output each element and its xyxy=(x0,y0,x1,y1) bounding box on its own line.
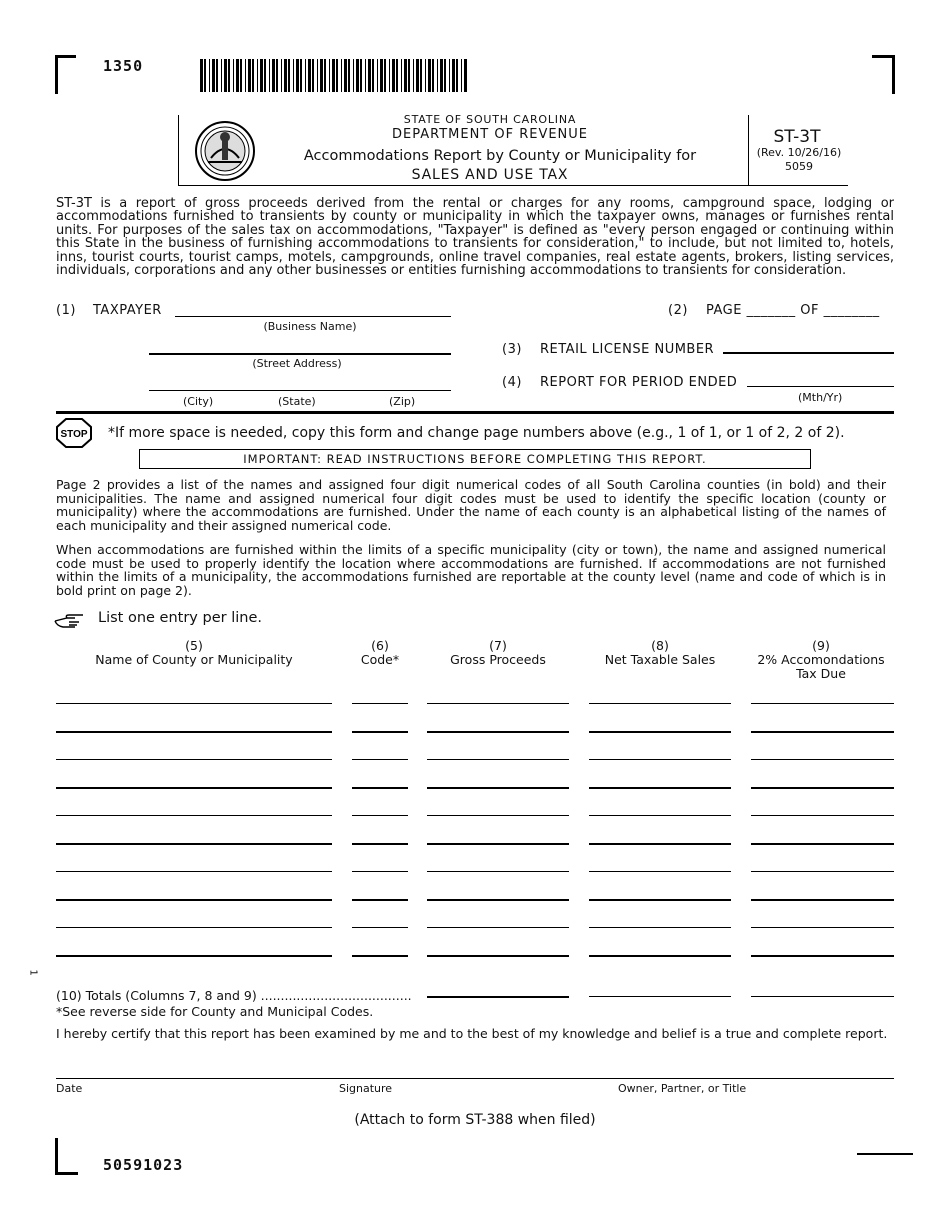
barcode-bar xyxy=(428,59,431,92)
entry-tax-due-input[interactable] xyxy=(751,815,894,816)
col-9-label: 2% Accomondations xyxy=(757,652,885,667)
page-of-field[interactable]: PAGE _______ OF ________ xyxy=(706,303,880,318)
pointing-hand-icon xyxy=(53,612,85,630)
barcode-bar xyxy=(300,59,302,92)
barcode-bar xyxy=(224,59,227,92)
paragraph-codes: Page 2 provides a list of the names and assigned four digit numerical codes of all South Carolina counties (in bold) and their municipalities. The name and assigned numerical four digit codes must be used to identify the specific location (county or municipality) where the accommodations are furnished. Under the name of each county is an alphabetical listing of the names of each municipality and their assigned numerical code. xyxy=(56,477,886,533)
stop-sign-icon xyxy=(56,418,92,448)
barcode-bar xyxy=(432,59,434,92)
entry-code-input[interactable] xyxy=(352,787,408,789)
barcode-bar xyxy=(456,59,458,92)
barcode-bar xyxy=(212,59,215,92)
barcode-bar xyxy=(240,59,242,92)
barcode-bar xyxy=(236,59,239,92)
barcode-bar xyxy=(356,59,359,92)
col-5-label: Name of County or Municipality xyxy=(95,652,293,667)
entry-net-taxable-input[interactable] xyxy=(589,703,731,704)
report-period-label: REPORT FOR PERIOD ENDED xyxy=(540,375,738,390)
barcode-bar xyxy=(269,59,270,92)
barcode-bar xyxy=(221,59,222,92)
barcode-bar xyxy=(344,59,347,92)
entry-net-taxable-input[interactable] xyxy=(589,787,731,789)
retail-license-label: RETAIL LICENSE NUMBER xyxy=(540,342,715,357)
barcode-bar xyxy=(464,59,467,92)
barcode-bar xyxy=(200,59,203,92)
barcode-bar xyxy=(449,59,450,92)
attach-note: (Attach to form ST-388 when filed) xyxy=(354,1112,596,1128)
barcode-bar xyxy=(365,59,366,92)
report-period-input[interactable] xyxy=(747,386,894,387)
entry-net-taxable-input[interactable] xyxy=(589,927,731,928)
barcode-bar xyxy=(452,59,455,92)
space-note: *If more space is needed, copy this form and change page numbers above (e.g., 1 of 1, or 1 of 2, 2 of 2). xyxy=(108,425,845,441)
date-caption: Date xyxy=(56,1082,83,1095)
barcode-bar xyxy=(312,59,314,92)
entry-name-input[interactable] xyxy=(56,703,332,704)
signature-line[interactable] xyxy=(56,1078,894,1079)
barcode-bar xyxy=(260,59,263,92)
entry-tax-due-input[interactable] xyxy=(751,759,894,760)
entry-name-input[interactable] xyxy=(56,759,332,760)
barcode-bar xyxy=(401,59,402,92)
barcode-bar xyxy=(348,59,350,92)
zip-caption: (Zip) xyxy=(389,395,416,408)
barcode-bar xyxy=(233,59,234,92)
barcode-bar xyxy=(317,59,318,92)
col-9-label-2: Tax Due xyxy=(796,666,846,681)
entry-code-input[interactable] xyxy=(352,871,408,872)
barcode-bar xyxy=(296,59,299,92)
barcode-bar xyxy=(264,59,266,92)
street-address-input[interactable] xyxy=(149,353,451,355)
entry-gross-proceeds-input[interactable] xyxy=(427,731,569,733)
barcode-bar xyxy=(404,59,407,92)
col-8-label: Net Taxable Sales xyxy=(604,652,716,667)
barcode-bar xyxy=(320,59,323,92)
form-revision: (Rev. 10/26/16) xyxy=(756,146,842,159)
entry-code-input[interactable] xyxy=(352,703,408,704)
entry-tax-due-input[interactable] xyxy=(751,871,894,872)
entry-gross-proceeds-input[interactable] xyxy=(427,871,569,872)
entry-tax-due-input[interactable] xyxy=(751,899,894,901)
barcode-bar xyxy=(276,59,278,92)
taxpayer-label: TAXPAYER xyxy=(93,303,162,318)
barcode-bar xyxy=(341,59,342,92)
entry-name-input[interactable] xyxy=(56,899,332,901)
entry-gross-proceeds-input[interactable] xyxy=(427,955,569,957)
form-id: ST-3T xyxy=(773,127,821,147)
barcode-bar xyxy=(216,59,218,92)
header-subtitle: SALES AND USE TAX xyxy=(411,167,569,183)
barcode-bar xyxy=(380,59,383,92)
col-5-number: (5) xyxy=(185,638,203,653)
header-underline xyxy=(178,185,848,186)
total-tax-due-input[interactable] xyxy=(751,996,894,997)
barcode-bar xyxy=(437,59,438,92)
reverse-note: *See reverse side for County and Municipal Codes. xyxy=(56,1004,374,1019)
city-caption: (City) xyxy=(183,395,214,408)
barcode-bar xyxy=(368,59,371,92)
street-address-caption: (Street Address) xyxy=(252,357,342,370)
col-6-number: (6) xyxy=(371,638,389,653)
entry-name-input[interactable] xyxy=(56,731,332,733)
entry-name-input[interactable] xyxy=(56,955,332,957)
paragraph-municipality: When accommodations are furnished within the limits of a specific municipality (city or town), the name and assigned numerical code must be used to properly identify the location where accommodations are furnished. If accommodations are not furnished within the limits of a municipality, the accommodations furnished are reportable at the county level (name and code of which is in bold print on page 2). xyxy=(56,542,886,598)
entry-gross-proceeds-input[interactable] xyxy=(427,703,569,704)
barcode-bar xyxy=(372,59,374,92)
barcode-bar xyxy=(392,59,395,92)
barcode-bar xyxy=(444,59,446,92)
entry-net-taxable-input[interactable] xyxy=(589,955,731,957)
barcode-bar xyxy=(461,59,462,92)
intro-paragraph: ST-3T is a report of gross proceeds derived from the rental or charges for any rooms, campground space, lodging or accommodations furnished to transients by county or municipality in which the taxpayer owns, manages or furnishes rental units. For purposes of the sales tax on accommodations, "Taxpayer" is defined as "every person engaged or continuing within this State in the business of furnishing accommodations to transients for consideration," to include, but not limited to, hotels, inns, tourist courts, tourist camps, motels, campgrounds, online travel companies, real estate agents, brokers, listing services, individuals, corporations and any other businesses or entities furnishing accommodations to transients for consideration. xyxy=(56,196,894,279)
entry-gross-proceeds-input[interactable] xyxy=(427,927,569,928)
barcode-bar xyxy=(305,59,306,92)
entry-code-input[interactable] xyxy=(352,843,408,845)
barcode-bar xyxy=(384,59,386,92)
barcode-bar xyxy=(389,59,390,92)
entry-tax-due-input[interactable] xyxy=(751,703,894,704)
entry-net-taxable-input[interactable] xyxy=(589,731,731,733)
corner-mark-top-left xyxy=(55,55,76,94)
barcode-bar xyxy=(257,59,258,92)
col-8-number: (8) xyxy=(651,638,669,653)
barcode-bar xyxy=(288,59,290,92)
entry-name-input[interactable] xyxy=(56,871,332,872)
col-7-label: Gross Proceeds xyxy=(450,652,546,667)
entry-tax-due-input[interactable] xyxy=(751,731,894,733)
barcode xyxy=(200,59,470,92)
field-2-number: (2) xyxy=(668,303,688,318)
entry-code-input[interactable] xyxy=(352,955,408,957)
barcode-bar xyxy=(308,59,311,92)
entry-gross-proceeds-input[interactable] xyxy=(427,759,569,760)
entry-tax-due-input[interactable] xyxy=(751,927,894,928)
col-7-number: (7) xyxy=(489,638,507,653)
entry-gross-proceeds-input[interactable] xyxy=(427,843,569,845)
entry-name-input[interactable] xyxy=(56,843,332,845)
signature-caption: Signature xyxy=(339,1082,393,1095)
totals-label: (10) Totals (Columns 7, 8 and 9) ...................................... xyxy=(56,988,412,1003)
barcode-bar xyxy=(252,59,254,92)
entry-net-taxable-input[interactable] xyxy=(589,871,731,872)
barcode-bar xyxy=(209,59,210,92)
entry-net-taxable-input[interactable] xyxy=(589,759,731,760)
total-net-taxable-input[interactable] xyxy=(589,996,731,997)
entry-name-input[interactable] xyxy=(56,927,332,928)
entry-tax-due-input[interactable] xyxy=(751,843,894,845)
city-state-zip-input[interactable] xyxy=(149,390,451,391)
title-caption: Owner, Partner, or Title xyxy=(618,1082,747,1095)
entry-code-input[interactable] xyxy=(352,759,408,760)
barcode-bar xyxy=(377,59,378,92)
entry-net-taxable-input[interactable] xyxy=(589,843,731,845)
entry-code-input[interactable] xyxy=(352,927,408,928)
important-text: IMPORTANT: READ INSTRUCTIONS BEFORE COMPLETING THIS REPORT. xyxy=(243,452,707,466)
form-number-top: 1350 xyxy=(103,57,144,75)
entry-net-taxable-input[interactable] xyxy=(589,815,731,816)
retail-license-input[interactable] xyxy=(723,352,894,354)
barcode-bar xyxy=(353,59,354,92)
side-mark: 1 xyxy=(27,969,39,976)
barcode-bar xyxy=(293,59,294,92)
header-department: DEPARTMENT OF REVENUE xyxy=(391,127,589,142)
barcode-bar xyxy=(329,59,330,92)
list-note: List one entry per line. xyxy=(98,610,262,626)
section-divider xyxy=(56,411,894,414)
barcode-bar xyxy=(413,59,414,92)
field-3-number: (3) xyxy=(502,342,522,357)
barcode-bar xyxy=(281,59,282,92)
field-4-number: (4) xyxy=(502,375,522,390)
entry-net-taxable-input[interactable] xyxy=(589,899,731,901)
entry-tax-due-input[interactable] xyxy=(751,787,894,789)
entry-code-input[interactable] xyxy=(352,899,408,901)
barcode-bar xyxy=(408,59,410,92)
barcode-bar xyxy=(245,59,246,92)
header-divider-left xyxy=(178,115,179,185)
state-caption: (State) xyxy=(278,395,316,408)
certify-text: I hereby certify that this report has been examined by me and to the best of my knowledge and belief is a true and complete report. xyxy=(56,1026,888,1041)
stop-sign-text: STOP xyxy=(60,429,88,440)
entry-gross-proceeds-input[interactable] xyxy=(427,815,569,816)
entry-name-input[interactable] xyxy=(56,787,332,789)
entry-gross-proceeds-input[interactable] xyxy=(427,787,569,789)
barcode-bar xyxy=(416,59,419,92)
field-1-number: (1) xyxy=(56,303,76,318)
business-name-caption: (Business Name) xyxy=(263,320,357,333)
total-gross-proceeds-input[interactable] xyxy=(427,996,569,998)
entry-name-input[interactable] xyxy=(56,815,332,816)
col-6-label: Code* xyxy=(360,652,400,667)
entry-code-input[interactable] xyxy=(352,815,408,816)
barcode-bar xyxy=(420,59,422,92)
state-seal-icon xyxy=(194,120,256,182)
barcode-bar xyxy=(248,59,251,92)
corner-mark-top-right xyxy=(872,55,895,94)
barcode-bar xyxy=(228,59,230,92)
barcode-bar xyxy=(336,59,338,92)
header-title: Accommodations Report by County or Municipality for xyxy=(303,148,697,164)
header-state: STATE OF SOUTH CAROLINA xyxy=(403,113,577,126)
barcode-bar xyxy=(396,59,398,92)
barcode-bar xyxy=(332,59,335,92)
barcode-bar xyxy=(324,59,326,92)
entry-code-input[interactable] xyxy=(352,731,408,733)
col-9-number: (9) xyxy=(812,638,830,653)
form-code: 5059 xyxy=(785,160,813,173)
corner-mark-bottom-left xyxy=(55,1138,78,1175)
barcode-bar xyxy=(360,59,362,92)
entry-gross-proceeds-input[interactable] xyxy=(427,899,569,901)
bottom-right-mark xyxy=(857,1153,913,1155)
barcode-bar xyxy=(284,59,287,92)
barcode-bar xyxy=(204,59,206,92)
entry-tax-due-input[interactable] xyxy=(751,955,894,957)
barcode-bar xyxy=(440,59,443,92)
form-number-bottom: 50591023 xyxy=(103,1156,184,1174)
business-name-input[interactable] xyxy=(175,316,451,317)
barcode-bar xyxy=(272,59,275,92)
mth-yr-caption: (Mth/Yr) xyxy=(798,391,843,404)
barcode-bar xyxy=(425,59,426,92)
